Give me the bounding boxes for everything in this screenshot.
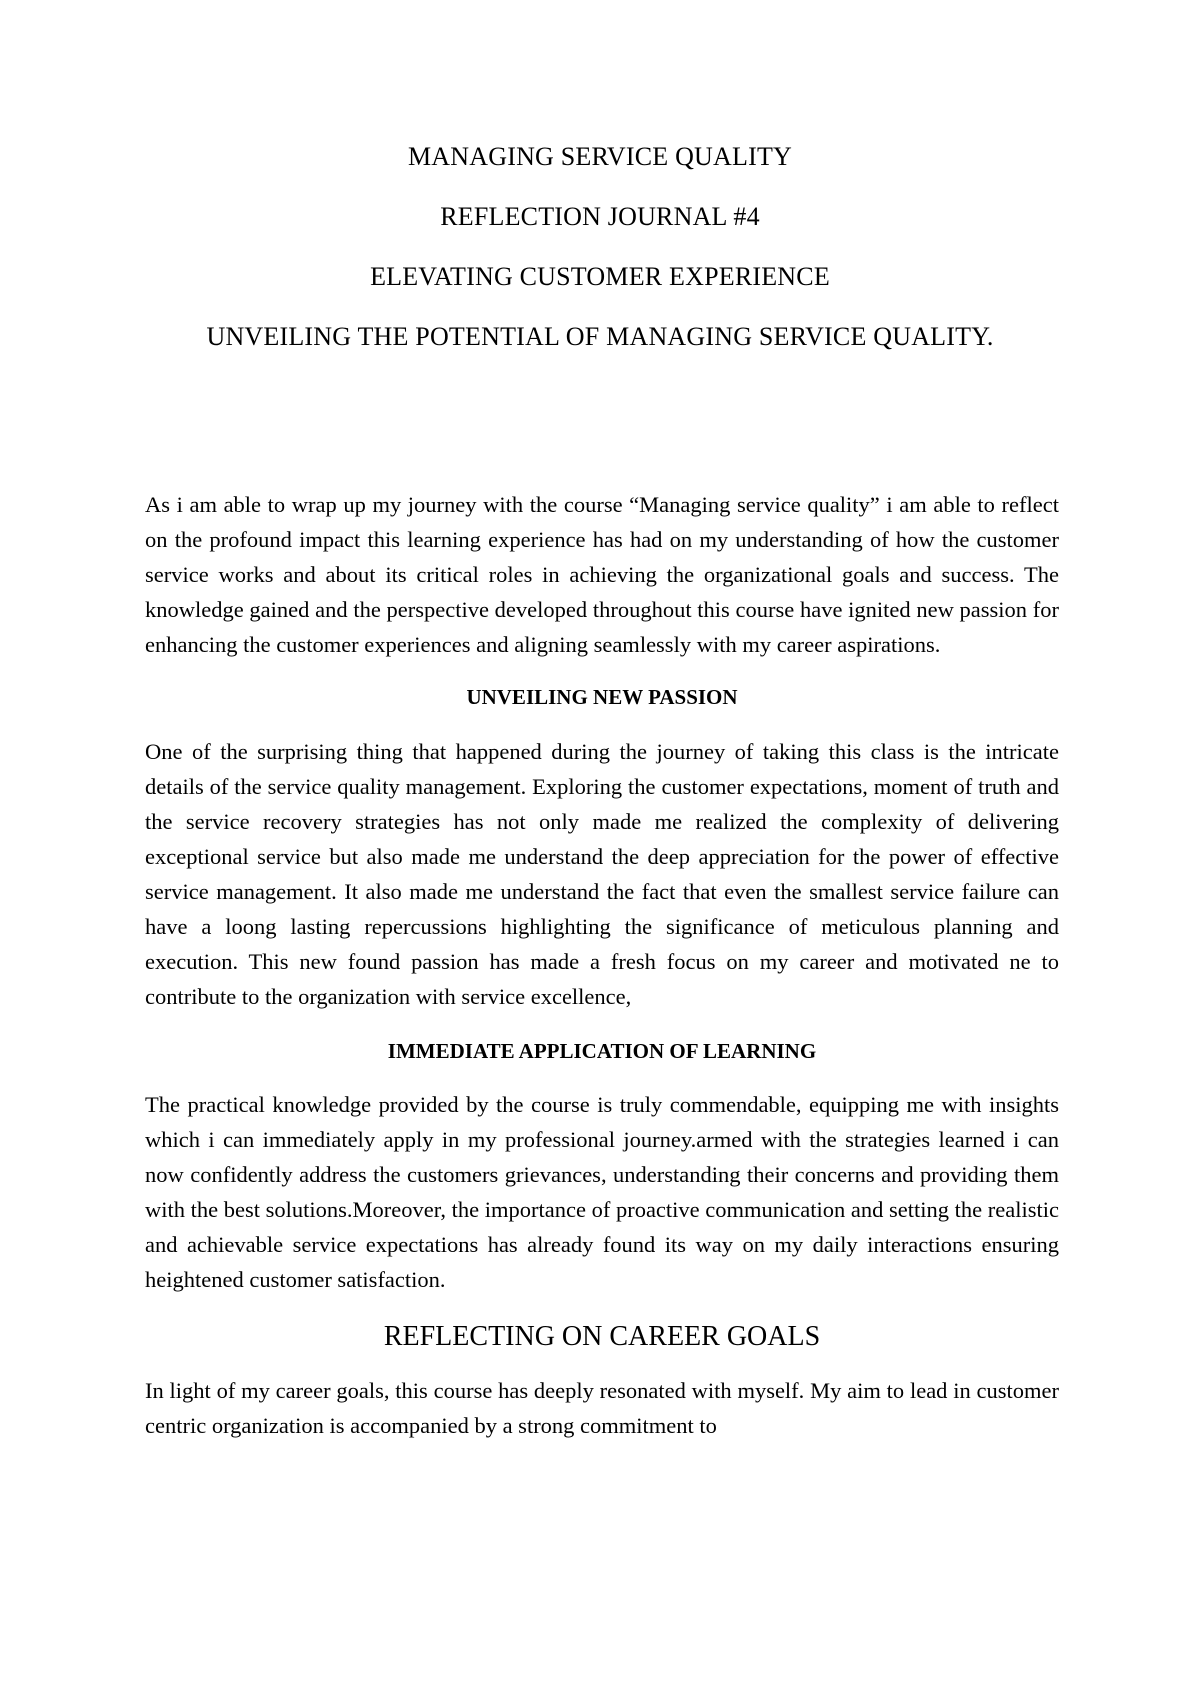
section-paragraph-application: The practical knowledge provided by the course is truly commendable, equipping me with insights which i can immediately apply in my professional journey.armed with the strategies learned i can now confidently address the customers grievances, understanding their concerns and providing them with the best solutions.Moreover, the importance of proactive communication and setting the realistic and achievable service expectations has already found its way on my daily interactions ensuring heightened customer satisfaction. [145, 1092, 1059, 1292]
intro-paragraph: As i am able to wrap up my journey with the course “Managing service quality” i am able to reflect on the profound impact this learning experience has had on my understanding of how the customer service works and about its critical roles in achieving the organizational goals and success. The knowledge gained and the perspective developed throughout this course have ignited new passion for enhancing the customer experiences and aligning seamlessly with my career aspirations. [145, 492, 1059, 657]
section-heading-new-passion: UNVEILING NEW PASSION [466, 685, 738, 709]
section-paragraph-career-goals: In light of my career goals, this course has deeply resonated with myself. My aim to lead in customer centric organization is accompanied by a strong commitment to [145, 1378, 1059, 1438]
journal-subtitle: UNVEILING THE POTENTIAL OF MANAGING SERVICE QUALITY. [206, 322, 994, 351]
journal-body [145, 487, 1059, 1443]
course-title: MANAGING SERVICE QUALITY [407, 142, 793, 171]
section-paragraph-new-passion: One of the surprising thing that happened during the journey of taking this class is the intricate details of the service quality management. Exploring the customer expectations, moment of truth and the service recovery strategies has not only made me realized the complexity of delivering exceptional service but also made me understand the deep appreciation for the power of effective service management. It also made me understand the fact that even the smallest service failure can have a loong lasting repercussions highlighting the significance of meticulous planning and execution. This new found passion has made a fresh focus on my career and motivated ne to contribute to the organization with service excellence, [145, 739, 1059, 1009]
journal-number: REFLECTION JOURNAL #4 [440, 202, 760, 231]
section-heading-application: IMMEDIATE APPLICATION OF LEARNING [387, 1039, 817, 1063]
journal-title: ELEVATING CUSTOMER EXPERIENCE [370, 262, 830, 291]
title-block [180, 140, 1020, 380]
section-heading-career-goals: REFLECTING ON CAREER GOALS [383, 1321, 821, 1352]
